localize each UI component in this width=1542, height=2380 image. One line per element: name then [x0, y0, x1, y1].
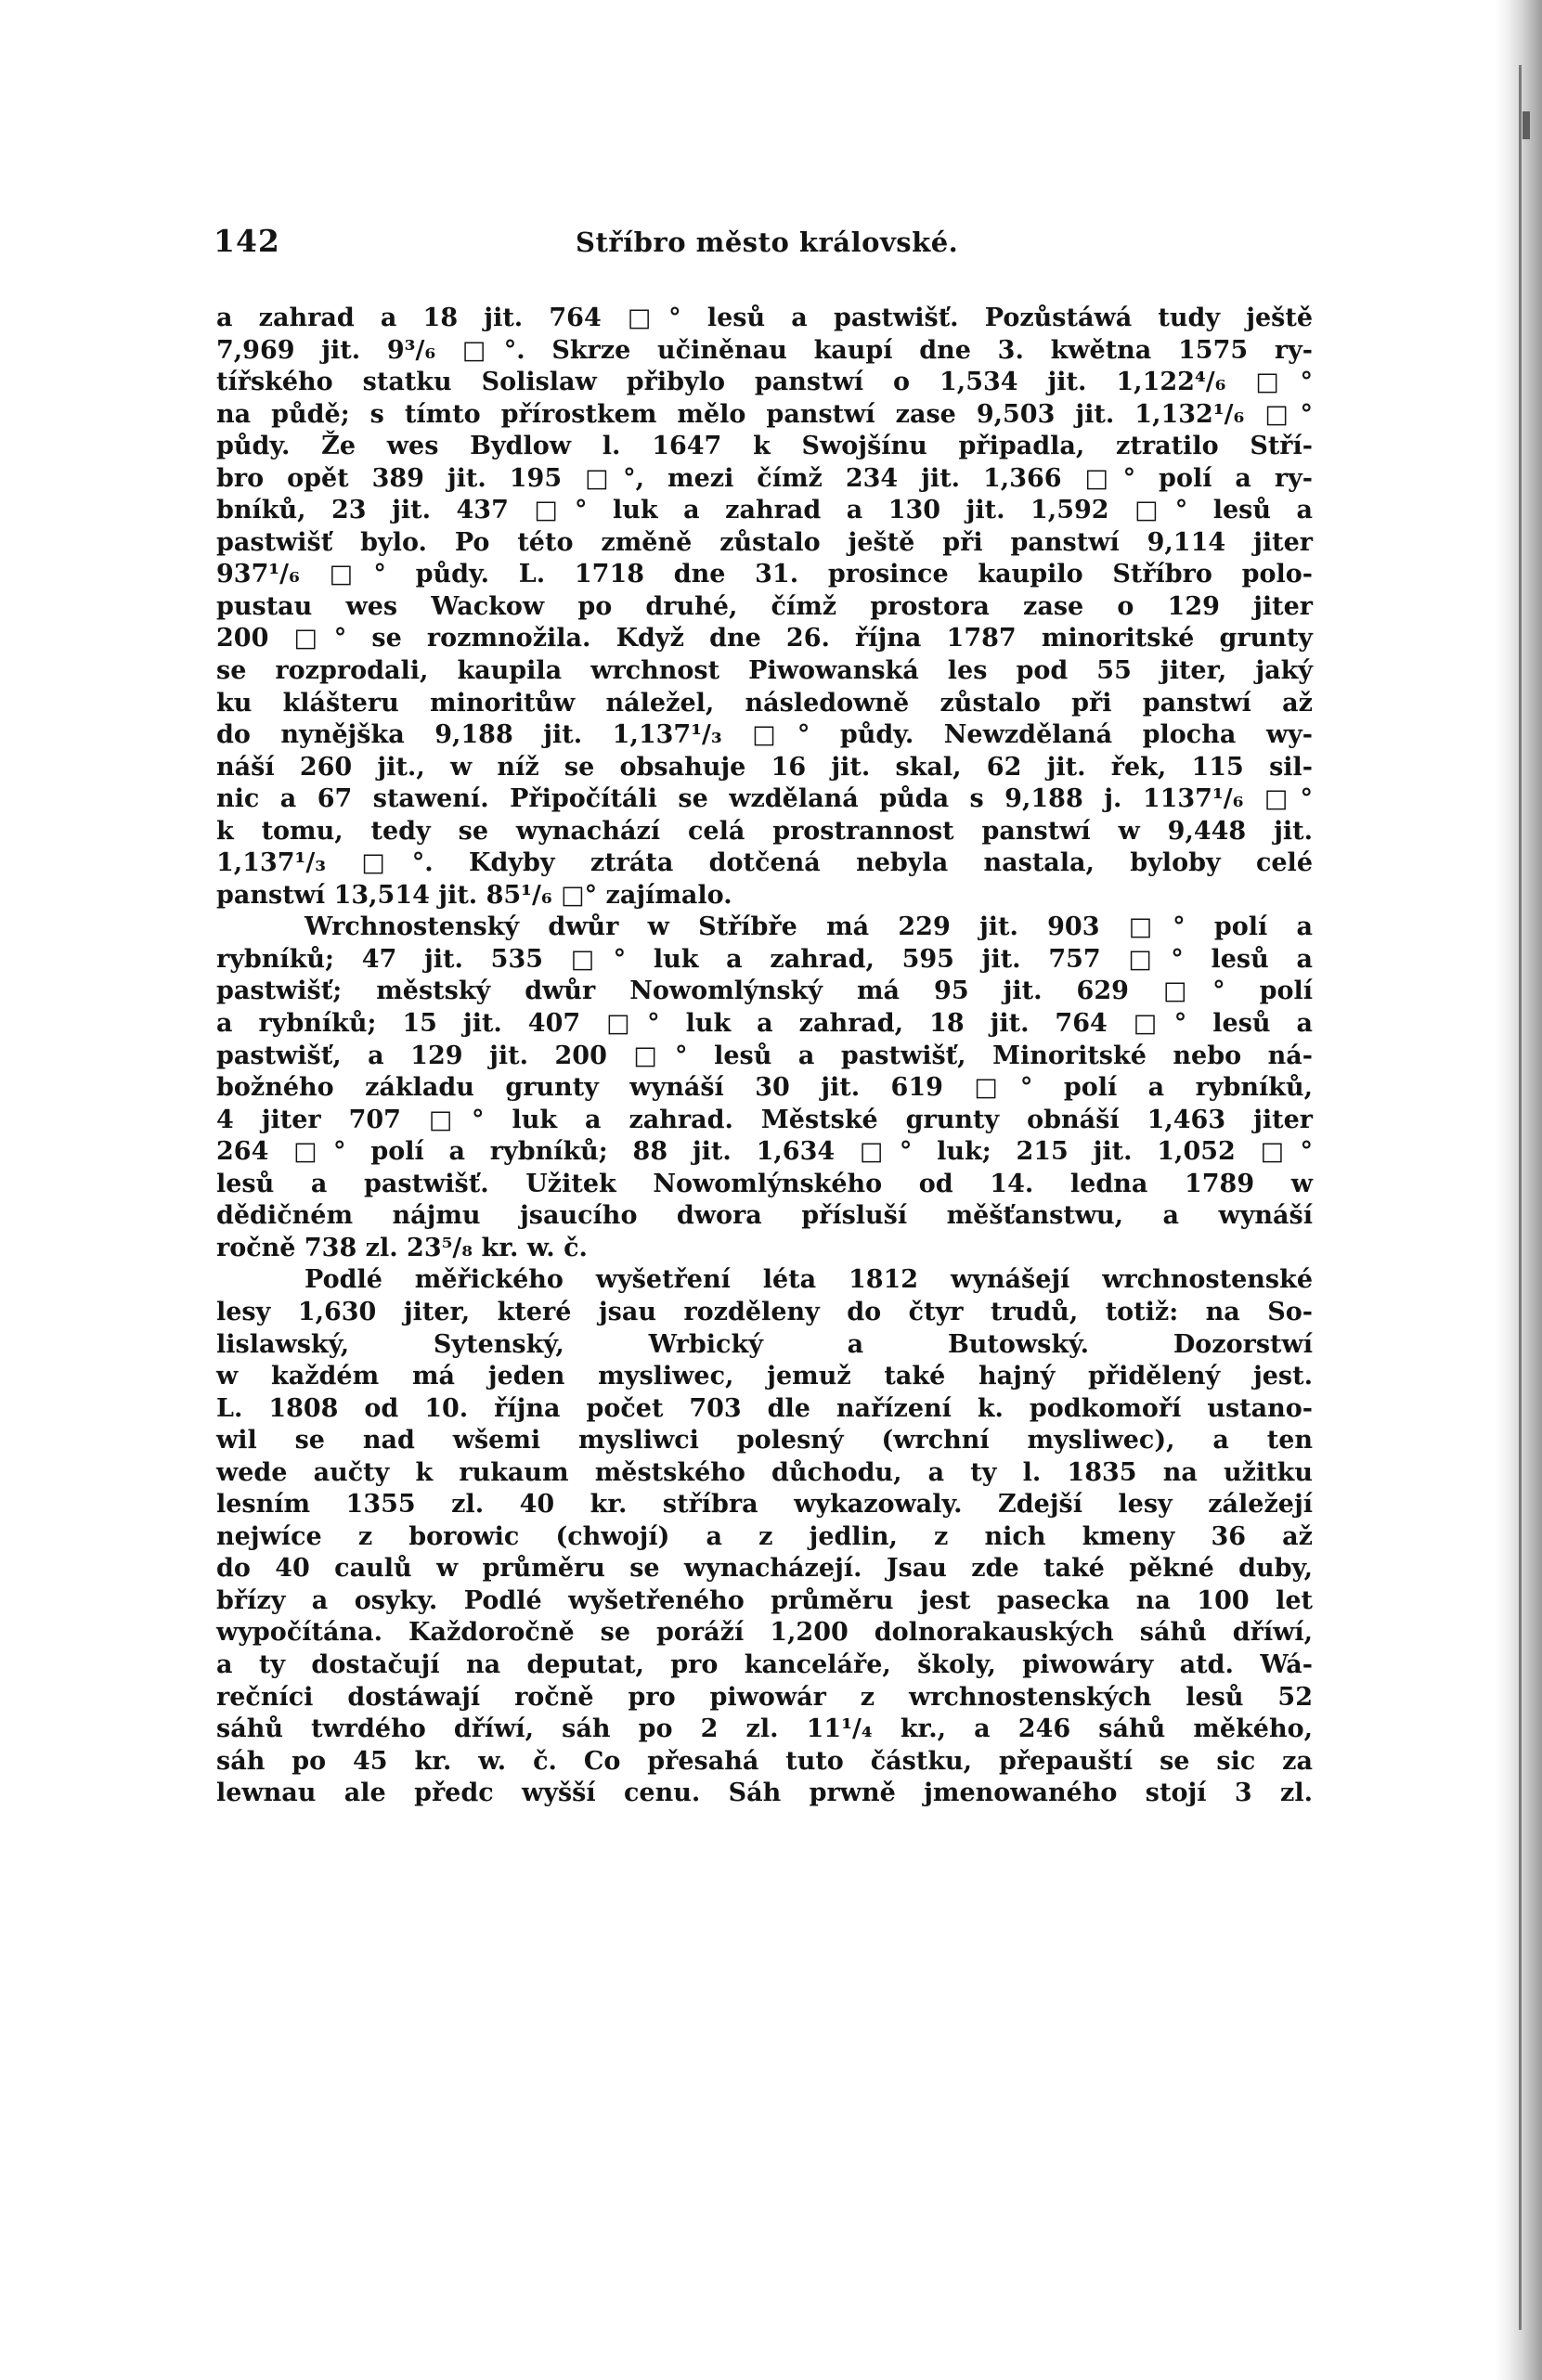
text-line: pustau wes Wackow po druhé, čímž prostora zase o 129 jiter [216, 591, 1313, 621]
text-line: bníků, 23 jit. 437 □° luk a zahrad a 130 jit. 1,592 □° lesů a [216, 496, 1313, 525]
text-line: ročně 738 zl. 23⁵/₈ kr. w. č. [216, 1233, 588, 1262]
text-line: wede aučty k rukaum městského důchodu, a ty l. 1835 na užitku [216, 1457, 1313, 1487]
text-line: sáhů twrdého dříwí, sáh po 2 zl. 11¹/₄ kr., a 246 sáhů měkého, [216, 1714, 1313, 1744]
text-line: 7,969 jit. 9³/₆ □°. Skrze učiněnau kaupí dne 3. kwětna 1575 ry- [216, 335, 1313, 365]
text-line: 1,137¹/₃ □°. Kdyby ztráta dotčená nebyla nastala, byloby celé [216, 848, 1313, 878]
text-line: rečníci dostáwají ročně pro piwowár z wrchnostenských lesů 52 [216, 1682, 1313, 1712]
text-line: L. 1808 od 10. října počet 703 dle nařízení k. podkomoří ustano- [216, 1393, 1313, 1423]
text-line: se rozprodali, kaupila wrchnost Piwowanská les pod 55 jiter, jaký [216, 656, 1313, 686]
text-line: bro opět 389 jit. 195 □°, mezi čímž 234 jit. 1,366 □° polí a ry- [216, 463, 1313, 493]
scan-edge-line [1519, 65, 1522, 2330]
text-line: w každém má jeden mysliwec, jemuž také hajný přidělený jest. [216, 1362, 1313, 1391]
text-line: lewnau ale předc wyšší cenu. Sáh prwně jmenowaného stojí 3 zl. [216, 1779, 1313, 1808]
scan-edge-mark [1523, 111, 1530, 139]
text-line: nejwíce z borowic (chwojí) a z jedlin, z nich kmeny 36 až [216, 1521, 1313, 1551]
text-line: pastwišť; městský dwůr Nowomlýnský má 95 jit. 629 □° polí [216, 977, 1313, 1006]
text-line: Wrchnostenský dwůr w Stříbře má 229 jit. 903 □° polí a [305, 912, 1313, 942]
text-line: božného základu grunty wynáší 30 jit. 619 □° polí a rybníků, [216, 1073, 1313, 1103]
text-line: do 40 caulů w průměru se wynacházejí. Jsau zde také pěkné duby, [216, 1554, 1313, 1584]
page-number: 142 [214, 223, 280, 259]
text-line: na půdě; s tímto přírostkem mělo panstwí zase 9,503 jit. 1,132¹/₆ □° [216, 399, 1313, 429]
text-line: a zahrad a 18 jit. 764 □° lesů a pastwišť. Pozůstáwá tudy ještě [216, 304, 1313, 332]
text-line: tířského statku Solislaw přibylo panstwí o 1,534 jit. 1,122⁴/₆ □° [216, 368, 1313, 397]
text-line: k tomu, tedy se wynachází celá prostrannost panstwí w 9,448 jit. [216, 816, 1313, 846]
text-line: 200 □° se rozmnožila. Když dne 26. října 1787 minoritské grunty [216, 624, 1313, 653]
text-line: náší 260 jit., w níž se obsahuje 16 jit. skal, 62 jit. řek, 115 sil- [216, 752, 1313, 782]
text-line: rybníků; 47 jit. 535 □° luk a zahrad, 595 jit. 757 □° lesů a [216, 944, 1313, 974]
text-line: nic a 67 stawení. Připočítáli se wzdělaná půda s 9,188 j. 1137¹/₆ □° [216, 784, 1313, 814]
text-line: panstwí 13,514 jit. 85¹/₆ □° zajímalo. [216, 880, 732, 910]
text-line: wil se nad wšemi mysliwci polesný (wrchní mysliwec), a ten [216, 1426, 1313, 1455]
text-line: a rybníků; 15 jit. 407 □° luk a zahrad, 18 jit. 764 □° lesů a [216, 1009, 1313, 1039]
text-line: lesním 1355 zl. 40 kr. stříbra wykazowaly. Zdejší lesy záležejí [216, 1490, 1313, 1520]
text-line: půdy. Že wes Bydlow l. 1647 k Swojšínu připadla, ztratilo Stří- [216, 432, 1313, 461]
running-head: Stříbro město královské. [576, 226, 959, 258]
text-line: 937¹/₆ □° půdy. L. 1718 dne 31. prosince kaupilo Stříbro polo- [216, 560, 1313, 589]
text-line: dědičném nájmu jsaucího dwora přísluší měšťanstwu, a wynáší [216, 1201, 1313, 1231]
text-line: břízy a osyky. Podlé wyšetřeného průměru jest pasecka na 100 let [216, 1585, 1313, 1615]
text-line: pastwišť bylo. Po této změně zůstalo ještě při panstwí 9,114 jiter [216, 527, 1313, 557]
text-line: ku klášteru minoritůw náležel, následowně zůstalo při panstwí až [216, 688, 1313, 718]
text-line: lesů a pastwišť. Užitek Nowomlýnského od 14. ledna 1789 w [216, 1169, 1313, 1198]
text-line: wypočítána. Každoročně se poráží 1,200 dolnorakauských sáhů dříwí, [216, 1618, 1313, 1648]
text-line: lesy 1,630 jiter, které jsau rozděleny do čtyr trudů, totiž: na So- [216, 1297, 1313, 1326]
body-text [216, 303, 1313, 2066]
text-line: a ty dostačují na deputat, pro kanceláře, školy, piwowáry atd. Wá- [216, 1649, 1313, 1679]
text-line: 264 □° polí a rybníků; 88 jit. 1,634 □° luk; 215 jit. 1,052 □° [216, 1137, 1313, 1167]
text-line: Podlé měřického wyšetření léta 1812 wynášejí wrchnostenské [305, 1265, 1313, 1295]
text-line: do nynějška 9,188 jit. 1,137¹/₃ □° půdy. Newzdělaná plocha wy- [216, 720, 1313, 750]
text-line: lislawský, Sytenský, Wrbický a Butowský. Dozorstwí [216, 1329, 1313, 1359]
text-line: sáh po 45 kr. w. č. Co přesahá tuto částku, přepauští se sic za [216, 1746, 1313, 1776]
text-line: 4 jiter 707 □° luk a zahrad. Městské grunty obnáší 1,463 jiter [216, 1105, 1313, 1134]
text-line: pastwišť, a 129 jit. 200 □° lesů a pastwišť, Minoritské nebo ná- [216, 1041, 1313, 1070]
